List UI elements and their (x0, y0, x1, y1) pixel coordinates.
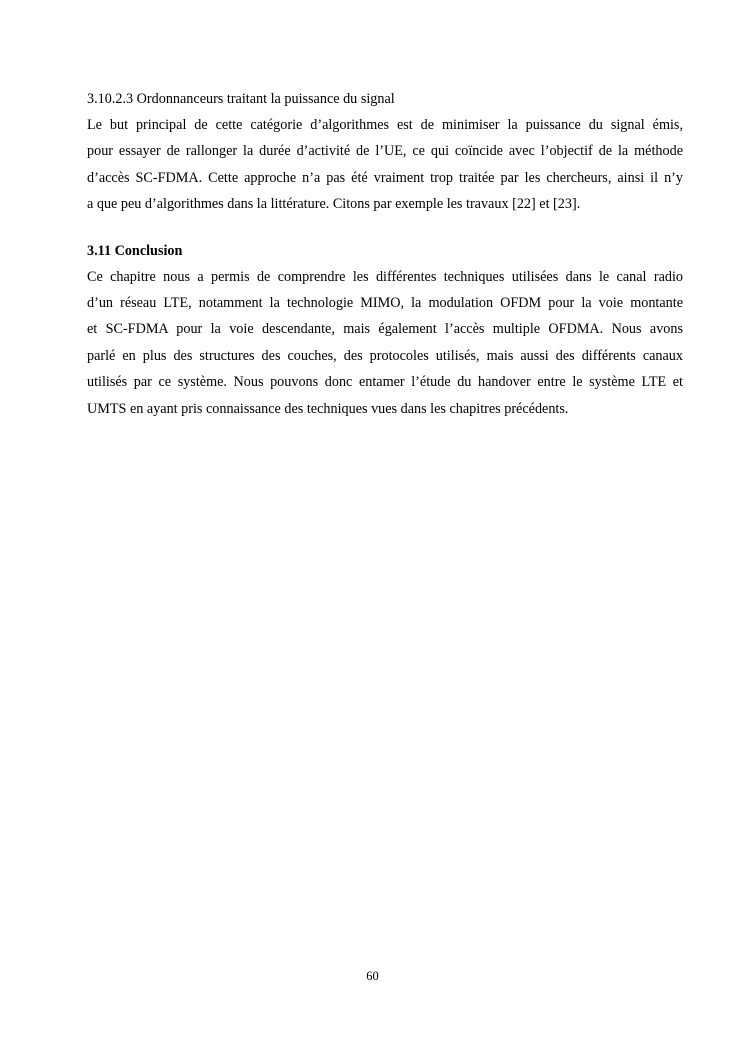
paragraph-line: UMTS en ayant pris connaissance des techniques vues dans les chapitres précédents. (87, 400, 569, 417)
subsection-paragraph (87, 112, 683, 218)
page-number: 60 (366, 969, 379, 983)
subsection-heading: 3.10.2.3 Ordonnanceurs traitant la puissance du signal (87, 91, 395, 107)
section-heading-conclusion: 3.11 Conclusion (87, 242, 183, 259)
paragraph-line: d’un réseau LTE, notamment la technologie MIMO, la modulation OFDM pour la voie montante (87, 295, 683, 312)
paragraph-line: parlé en plus des structures des couches, des protocoles utilisés, mais aussi des différents canaux (87, 347, 683, 364)
text-column (87, 86, 683, 422)
paragraph-line: et SC-FDMA pour la voie descendante, mais également l’accès multiple OFDMA. Nous avons (87, 321, 683, 338)
paragraph-line: d’accès SC-FDMA. Cette approche n’a pas été vraiment trop traitée par les chercheurs, ainsi il n’y (87, 169, 683, 186)
paragraph-line: Ce chapitre nous a permis de comprendre les différentes techniques utilisées dans le canal radio (87, 268, 683, 285)
conclusion-paragraph (87, 264, 683, 422)
paragraph-line: utilisés par ce système. Nous pouvons donc entamer l’étude du handover entre le système LTE et (87, 374, 683, 391)
paragraph-line: pour essayer de rallonger la durée d’activité de l’UE, ce qui coïncide avec l’objectif de la méthode (87, 143, 683, 160)
paragraph-line: a que peu d’algorithmes dans la littérature. Citons par exemple les travaux [22] et [23]. (87, 196, 581, 213)
paragraph-line: Le but principal de cette catégorie d’algorithmes est de minimiser la puissance du signal émis, (87, 117, 683, 133)
